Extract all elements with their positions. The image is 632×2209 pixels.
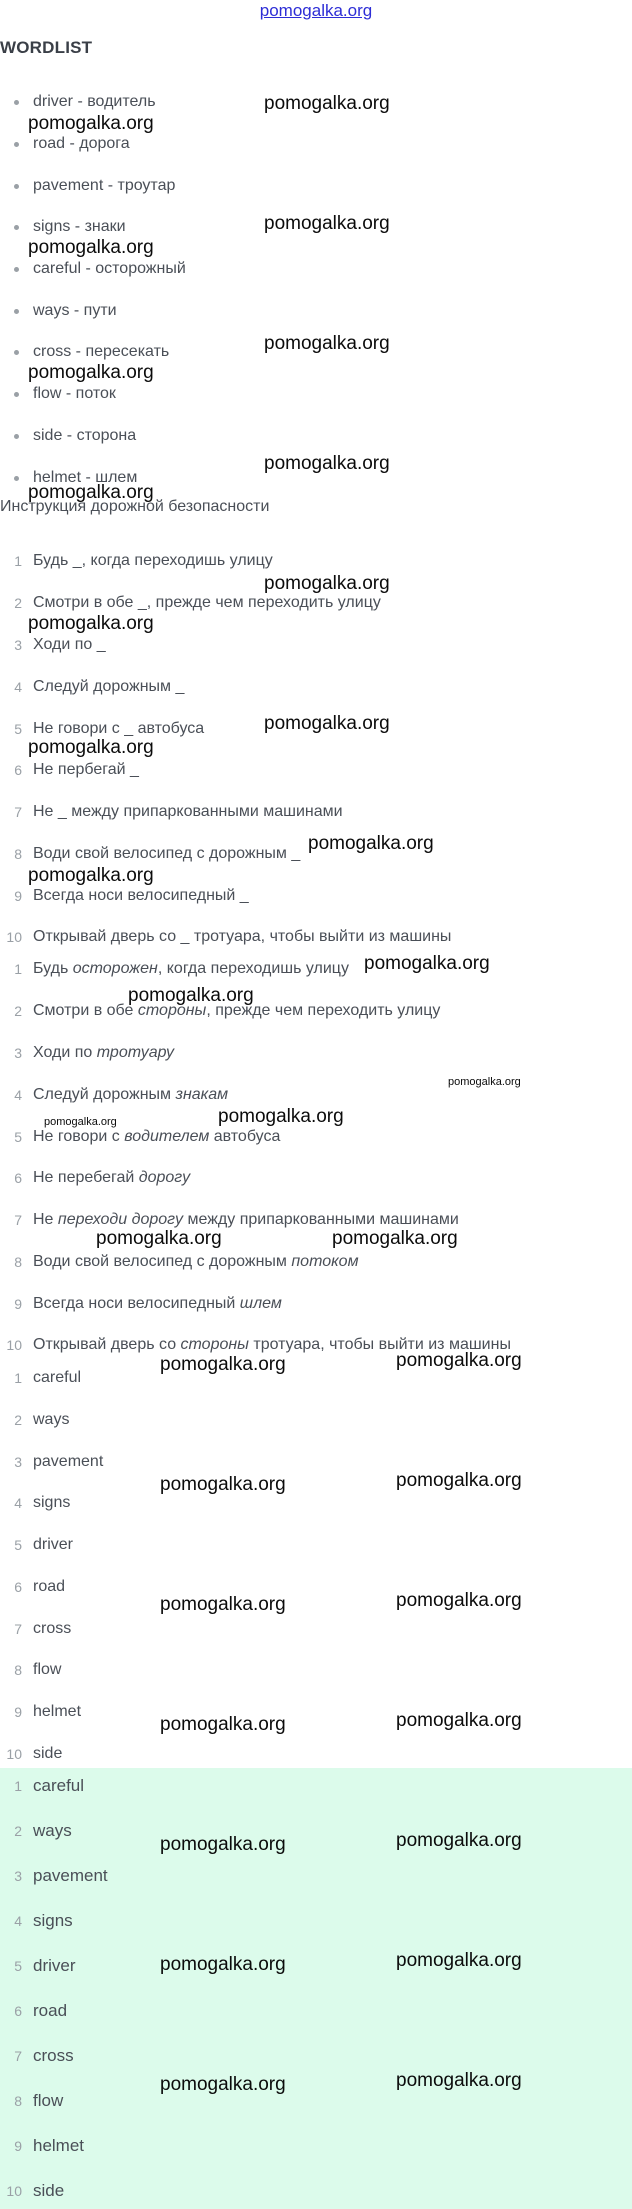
watermark: pomogalka.org xyxy=(264,573,390,594)
watermark: pomogalka.org xyxy=(264,333,390,354)
watermark: pomogalka.org xyxy=(28,113,154,134)
answer-word: переходи дорогу xyxy=(57,1211,184,1228)
watermark: pomogalka.org xyxy=(264,713,390,734)
answer-word: стороны xyxy=(180,1336,249,1353)
answer-word: знакам xyxy=(175,1086,229,1103)
bullet-icon xyxy=(14,350,19,355)
watermark: pomogalka.org xyxy=(160,1834,286,1855)
watermark: pomogalka.org xyxy=(396,1950,522,1971)
watermark: pomogalka.org xyxy=(96,1228,222,1249)
instruction-heading: Инструкция дорожной безопасности xyxy=(0,498,270,515)
watermark: pomogalka.org xyxy=(308,833,434,854)
site-link[interactable]: pomogalka.org xyxy=(259,1,373,20)
watermark: pomogalka.org xyxy=(448,1076,521,1088)
bullet-icon xyxy=(14,392,19,397)
answer-word: потоком xyxy=(291,1253,359,1270)
bullet-icon xyxy=(14,434,19,439)
watermark: pomogalka.org xyxy=(160,1354,286,1375)
watermark: pomogalka.org xyxy=(218,1106,344,1127)
watermark: pomogalka.org xyxy=(396,1710,522,1731)
answer-word: тротуару xyxy=(96,1044,174,1061)
wordlist-heading: WORDLIST xyxy=(0,38,93,57)
watermark: pomogalka.org xyxy=(160,1954,286,1975)
watermark: pomogalka.org xyxy=(44,1116,117,1128)
answer-word: стороны xyxy=(137,1002,207,1019)
watermark: pomogalka.org xyxy=(264,93,390,114)
watermark: pomogalka.org xyxy=(264,213,390,234)
bullet-icon xyxy=(14,142,19,147)
watermark: pomogalka.org xyxy=(332,1228,458,1249)
watermark: pomogalka.org xyxy=(160,2074,286,2095)
watermark: pomogalka.org xyxy=(28,613,154,634)
watermark: pomogalka.org xyxy=(28,865,154,886)
answer-box: 1 careful 2 ways 3 pavement 4 signs 5 driver 6 road 7 cross 8 flow 9 helmet 10 side xyxy=(0,1768,632,2209)
watermark: pomogalka.org xyxy=(396,1590,522,1611)
watermark: pomogalka.org xyxy=(160,1594,286,1615)
watermark: pomogalka.org xyxy=(364,953,490,974)
watermark: pomogalka.org xyxy=(28,737,154,758)
bullet-icon xyxy=(14,100,19,105)
watermark: pomogalka.org xyxy=(396,1830,522,1851)
watermark: pomogalka.org xyxy=(28,362,154,383)
watermark: pomogalka.org xyxy=(160,1714,286,1735)
bullet-icon xyxy=(14,267,19,272)
watermark: pomogalka.org xyxy=(160,1474,286,1495)
bullet-icon xyxy=(14,225,19,230)
bullet-icon xyxy=(14,184,19,189)
answer-word: шлем xyxy=(239,1295,282,1312)
watermark: pomogalka.org xyxy=(128,985,254,1006)
watermark: pomogalka.org xyxy=(28,237,154,258)
watermark: pomogalka.org xyxy=(28,482,154,503)
answer-word: водителем xyxy=(124,1128,210,1145)
answer-word: осторожен xyxy=(72,960,158,977)
watermark: pomogalka.org xyxy=(396,1350,522,1371)
answer-word: дорогу xyxy=(138,1169,191,1186)
watermark: pomogalka.org xyxy=(264,453,390,474)
watermark: pomogalka.org xyxy=(396,2070,522,2091)
bullet-icon xyxy=(14,476,19,481)
bullet-icon xyxy=(14,309,19,314)
watermark: pomogalka.org xyxy=(396,1470,522,1491)
